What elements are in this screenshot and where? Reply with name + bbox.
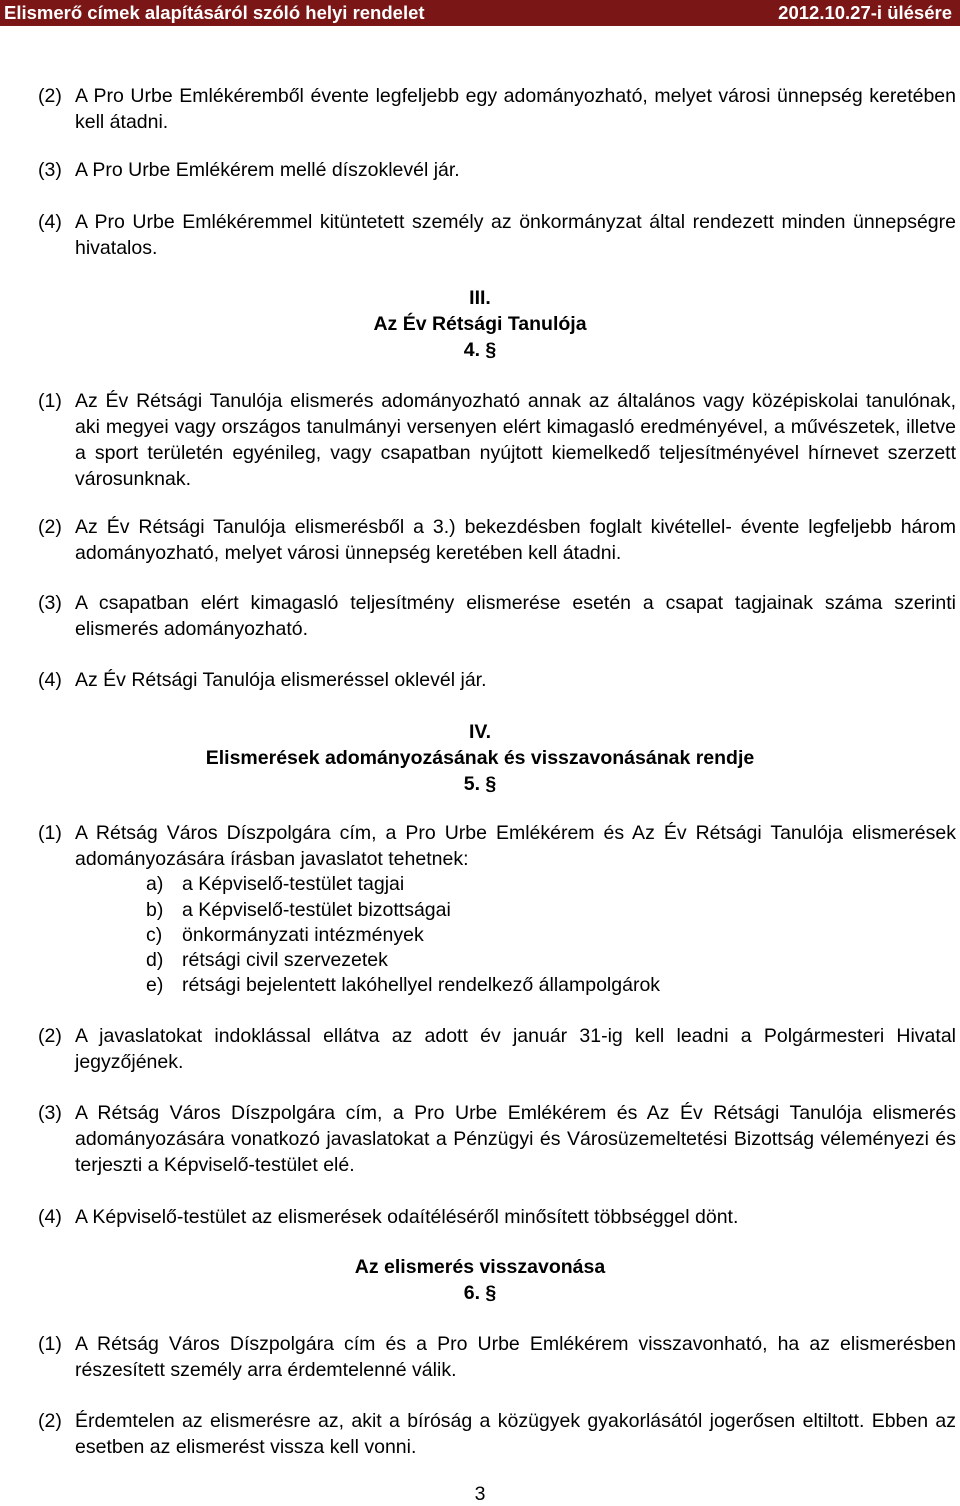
paragraph-text: A Pro Urbe Emlékéremmel kitüntetett személy az önkormányzat által rendezett minden ünnepségre hivatalos. (75, 211, 956, 259)
paragraph-number: (2) (38, 516, 62, 538)
list-item-text: rétsági civil szervezetek (182, 949, 388, 971)
paragraph-5-3 (38, 1100, 956, 1178)
revocation-title: Az elismerés visszavonása (354, 1256, 606, 1278)
paragraph-2-4 (38, 209, 956, 261)
list-item-label: d) (146, 949, 164, 971)
paragraph-text: A Rétság Város Díszpolgára cím, a Pro Urbe Emlékérem és Az Év Rétsági Tanulója elismerések adományozására írásban javaslatot tehetnek: (75, 822, 956, 870)
paragraph-6-2 (38, 1408, 956, 1460)
document-header (0, 0, 960, 26)
list-item (146, 947, 388, 973)
paragraph-text: Az Év Rétsági Tanulója elismerés adományozható annak az általános vagy középiskolai tanulónak, aki megyei vagy országos tanulmányi versenyen elért kimagasló eredményével, a művészetek, illetve a sport területén egyénileg, vagy csapatban nyújtott kiemelkedő teljesítményével hírnevet szerzett városunknak. (75, 390, 956, 490)
paragraph-text: Az Év Rétsági Tanulója elismerésből a 3.) bekezdésben foglalt kivétellel- évente legfeljebb három adományozható, melyet városi ünnepség keretében kell átadni. (75, 516, 956, 564)
section-6-paragraph-sign: 6. § (463, 1282, 497, 1304)
paragraph-2-3 (38, 157, 956, 183)
paragraph-number: (2) (38, 1410, 62, 1432)
list-item (146, 897, 451, 923)
list-item-label: a) (146, 873, 164, 895)
paragraph-4-3 (38, 590, 956, 642)
paragraph-number: (1) (38, 1333, 62, 1355)
paragraph-text: A Pro Urbe Emlékérem mellé díszoklevél jár. (75, 159, 460, 181)
paragraph-number: (1) (38, 822, 62, 844)
list-item-text: a Képviselő-testület bizottságai (182, 899, 451, 921)
paragraph-number: (3) (38, 592, 62, 614)
paragraph-2-2 (38, 83, 956, 135)
paragraph-text: A Rétság Város Díszpolgára cím, a Pro Urbe Emlékérem és Az Év Rétsági Tanulója elismerés adományozására vonatkozó javaslatokat a Pénzügyi és Városüzemeltetési Bizottság véleményezi és terjeszti a Képviselő-testület elé. (75, 1102, 956, 1176)
list-item-label: e) (146, 974, 164, 996)
list-item-label: b) (146, 899, 164, 921)
paragraph-text: A Pro Urbe Emlékéremből évente legfeljebb egy adományozható, melyet városi ünnepség keretében kell átadni. (75, 85, 956, 133)
section-3-roman: III. (469, 287, 491, 309)
header-date: 2012.10.27-i ülésére (778, 2, 952, 23)
paragraph-number: (2) (38, 85, 62, 107)
header-title: Elismerő címek alapításáról szóló helyi rendelet (4, 2, 425, 23)
list-item (146, 871, 404, 897)
list-item-text: önkormányzati intézmények (182, 924, 424, 946)
paragraph-4-2 (38, 514, 956, 566)
paragraph-4-4 (38, 667, 956, 693)
paragraph-4-1 (38, 388, 956, 492)
paragraph-number: (1) (38, 390, 62, 412)
paragraph-text: Az Év Rétsági Tanulója elismeréssel oklevél jár. (75, 669, 487, 691)
section-4-paragraph-sign: 4. § (463, 339, 497, 361)
paragraph-number: (2) (38, 1025, 62, 1047)
paragraph-text: A Rétság Város Díszpolgára cím és a Pro Urbe Emlékérem visszavonható, ha az elismerésben részesített személy arra érdemtelenné válik. (75, 1333, 956, 1381)
paragraph-5-2 (38, 1023, 956, 1075)
paragraph-number: (3) (38, 159, 62, 181)
paragraph-text: A csapatban elért kimagasló teljesítmény elismerése esetén a csapat tagjainak száma szerinti elismerés adományozható. (75, 592, 956, 640)
list-item (146, 972, 660, 998)
paragraph-text: A javaslatokat indoklással ellátva az adott év január 31-ig kell leadni a Polgármesteri Hivatal jegyzőjének. (75, 1025, 956, 1073)
paragraph-number: (4) (38, 669, 62, 691)
paragraph-number: (4) (38, 1206, 62, 1228)
section-4-title: Elismerések adományozásának és visszavonásának rendje (205, 747, 755, 769)
list-item-text: a Képviselő-testület tagjai (182, 873, 405, 895)
list-item-label: c) (146, 924, 163, 946)
paragraph-6-1 (38, 1331, 956, 1383)
paragraph-text: A Képviselő-testület az elismerések odaítéléséről minősített többséggel dönt. (75, 1206, 739, 1228)
page-number: 3 (474, 1483, 486, 1505)
list-item-text: rétsági bejelentett lakóhellyel rendelkező állampolgárok (182, 974, 661, 996)
paragraph-text: Érdemtelen az elismerésre az, akit a bíróság a közügyek gyakorlásától jogerősen eltiltott. Ebben az esetben az elismerést vissza kell vonni. (75, 1410, 956, 1458)
paragraph-number: (4) (38, 211, 62, 233)
section-5-paragraph-sign: 5. § (463, 773, 497, 795)
paragraph-number: (3) (38, 1102, 62, 1124)
section-4-roman: IV. (468, 721, 492, 743)
paragraph-5-4 (38, 1204, 956, 1230)
section-3-title: Az Év Rétsági Tanulója (373, 313, 587, 335)
list-item (146, 922, 424, 948)
paragraph-5-1 (38, 820, 956, 872)
